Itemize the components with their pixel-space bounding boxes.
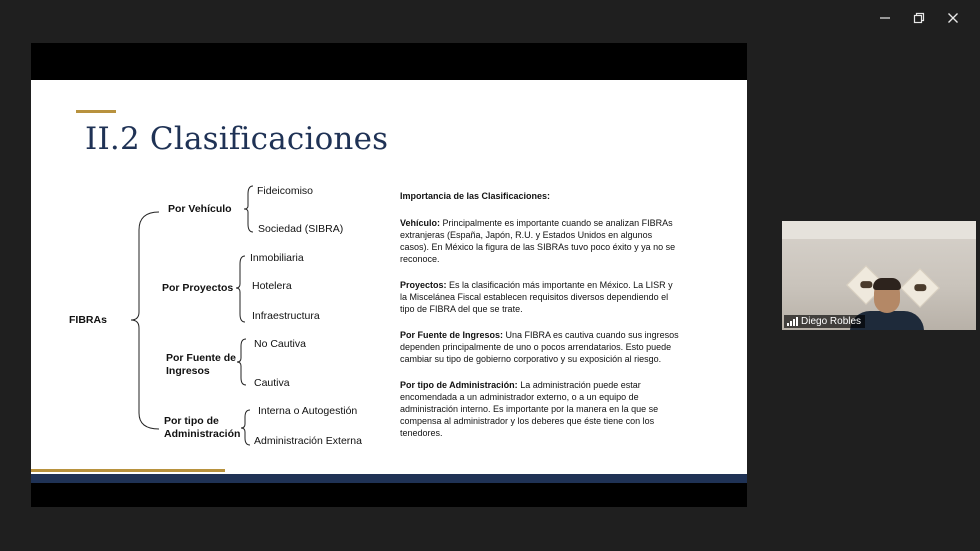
importance-paragraph: Vehículo: Principalmente es importante cuando se analizan FIBRAs extranjeras (España, Japón, R.U. y Estados Unidos en algunos casos). En México la figura de las SIBRAs tuvo poco éxito y ya no se reconoce. <box>400 218 676 264</box>
group-label-fuente-1: Por Fuente de <box>166 352 237 364</box>
item-infraestructura: Infraestructura <box>252 310 320 322</box>
item-externa: Administración Externa <box>254 435 362 447</box>
item-inmobiliaria: Inmobiliaria <box>250 252 304 264</box>
item-sociedad: Sociedad (SIBRA) <box>258 223 344 235</box>
importance-paragraph: Proyectos: Es la clasificación más importante en México. La LISR y la Miscelánea Fiscal establecen requisitos diversos dependiendo el tipo de FIBRA del que se trate. <box>400 280 673 314</box>
shared-screen <box>31 43 747 507</box>
participant-name: Diego Robles <box>801 316 862 327</box>
presentation-slide <box>31 80 747 483</box>
item-cautiva: Cautiva <box>254 377 290 389</box>
footer-navy-bar <box>31 474 747 483</box>
group-label-proyectos: Por Proyectos <box>162 282 234 294</box>
group-label-vehiculo: Por Vehículo <box>168 203 232 215</box>
importance-heading: Importancia de las Clasificaciones: <box>400 191 551 201</box>
item-fideicomiso: Fideicomiso <box>257 185 314 197</box>
participant-hair <box>873 278 901 290</box>
importance-paragraph: Por tipo de Administración: La administración puede estar encomendada a un administrador externo, o a un equipo de administración interno. Es importante por la manera en la que se compensa al administrador y los deberes que éste tiene con los tenedores. <box>400 380 659 438</box>
item-interna: Interna o Autogestión <box>258 405 358 417</box>
group-label-fuente-2: Ingresos <box>166 365 210 377</box>
footer-gold-line <box>31 469 225 472</box>
group-label-administracion-1: Por tipo de <box>164 415 219 427</box>
tree-root: FIBRAs <box>69 314 107 326</box>
close-icon[interactable] <box>936 8 970 28</box>
restore-icon[interactable] <box>902 8 936 28</box>
importance-paragraph: Por Fuente de Ingresos: Una FIBRA es cautiva cuando sus ingresos dependen principalmente de uno o pocos arrendatarios. Esto puede cambiar su tipo de gobierno corporativo y su exposición al riesgo. <box>400 330 679 364</box>
signal-icon <box>787 317 798 326</box>
participant-video-tile[interactable] <box>782 221 976 330</box>
participant-name-tag <box>784 315 865 328</box>
slide-title: II.2 Clasificaciones <box>85 121 389 157</box>
item-no-cautiva: No Cautiva <box>254 338 306 350</box>
window-controls <box>868 8 970 28</box>
video-ceiling <box>782 221 976 239</box>
importance-text <box>400 190 680 453</box>
item-hotelera: Hotelera <box>252 280 292 292</box>
minimize-icon[interactable] <box>868 8 902 28</box>
group-label-administracion-2: Administración <box>164 428 241 440</box>
